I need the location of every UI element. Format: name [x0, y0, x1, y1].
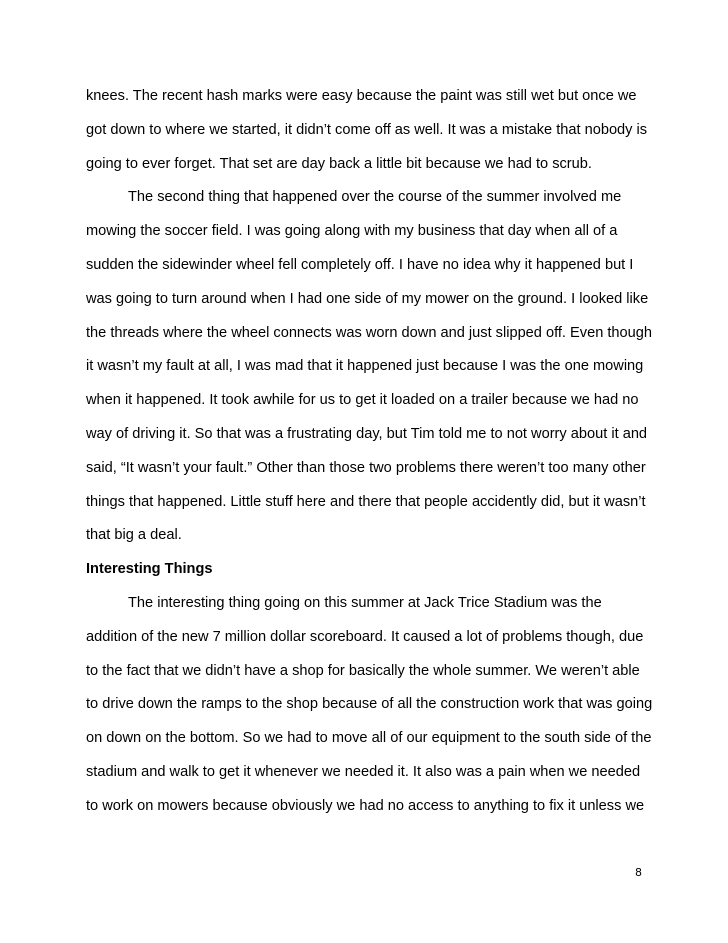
text-line: said, “It wasn’t your fault.” Other than those two problems there weren’t too many other	[86, 459, 646, 476]
text-line: The interesting thing going on this summer at Jack Trice Stadium was the	[128, 594, 602, 611]
text-line: knees. The recent hash marks were easy because the paint was still wet but once we	[86, 88, 637, 104]
text-line: stadium and walk to get it whenever we needed it. It also was a pain when we needed	[86, 763, 641, 780]
document-page	[86, 80, 658, 824]
text-line: to the fact that we didn’t have a shop for basically the whole summer. We weren’t able	[86, 662, 640, 679]
page-number: 8	[635, 866, 642, 879]
text-line: when it happened. It took awhile for us to get it loaded on a trailer because we had no	[86, 392, 639, 409]
text-line: to work on mowers because obviously we had no access to anything to fix it unless we	[86, 797, 645, 814]
text-line: the threads where the wheel connects was worn down and just slipped off. Even though	[86, 324, 652, 341]
text-line: that big a deal.	[86, 527, 182, 544]
text-line: sudden the sidewinder wheel fell completely off. I have no idea why it happened but I	[86, 256, 634, 273]
paragraph-interesting-things	[86, 587, 658, 824]
section-heading: Interesting Things	[86, 561, 213, 578]
text-line: going to ever forget. That set are day back a little bit because we had to scrub.	[86, 155, 592, 172]
text-line: on down on the bottom. So we had to move all of our equipment to the south side of the	[86, 730, 652, 747]
text-line: was going to turn around when I had one side of my mower on the ground. I looked like	[86, 290, 649, 307]
text-line: things that happened. Little stuff here and there that people accidently did, but it wasn’t	[86, 493, 646, 510]
text-line: it wasn’t my fault at all, I was mad that it happened just because I was the one mowing	[86, 358, 644, 375]
text-line: to drive down the ramps to the shop because of all the construction work that was going	[86, 696, 653, 713]
paragraph-soccer-field	[86, 181, 658, 553]
text-line: The second thing that happened over the course of the summer involved me	[128, 189, 622, 206]
text-line: mowing the soccer field. I was going along with my business that day when all of a	[86, 223, 618, 240]
paragraph-continuation	[86, 80, 658, 181]
text-line: got down to where we started, it didn’t come off as well. It was a mistake that nobody is	[86, 121, 648, 138]
text-line: addition of the new 7 million dollar scoreboard. It caused a lot of problems though, due	[86, 628, 644, 645]
text-line: way of driving it. So that was a frustrating day, but Tim told me to not worry about it and	[86, 425, 648, 442]
